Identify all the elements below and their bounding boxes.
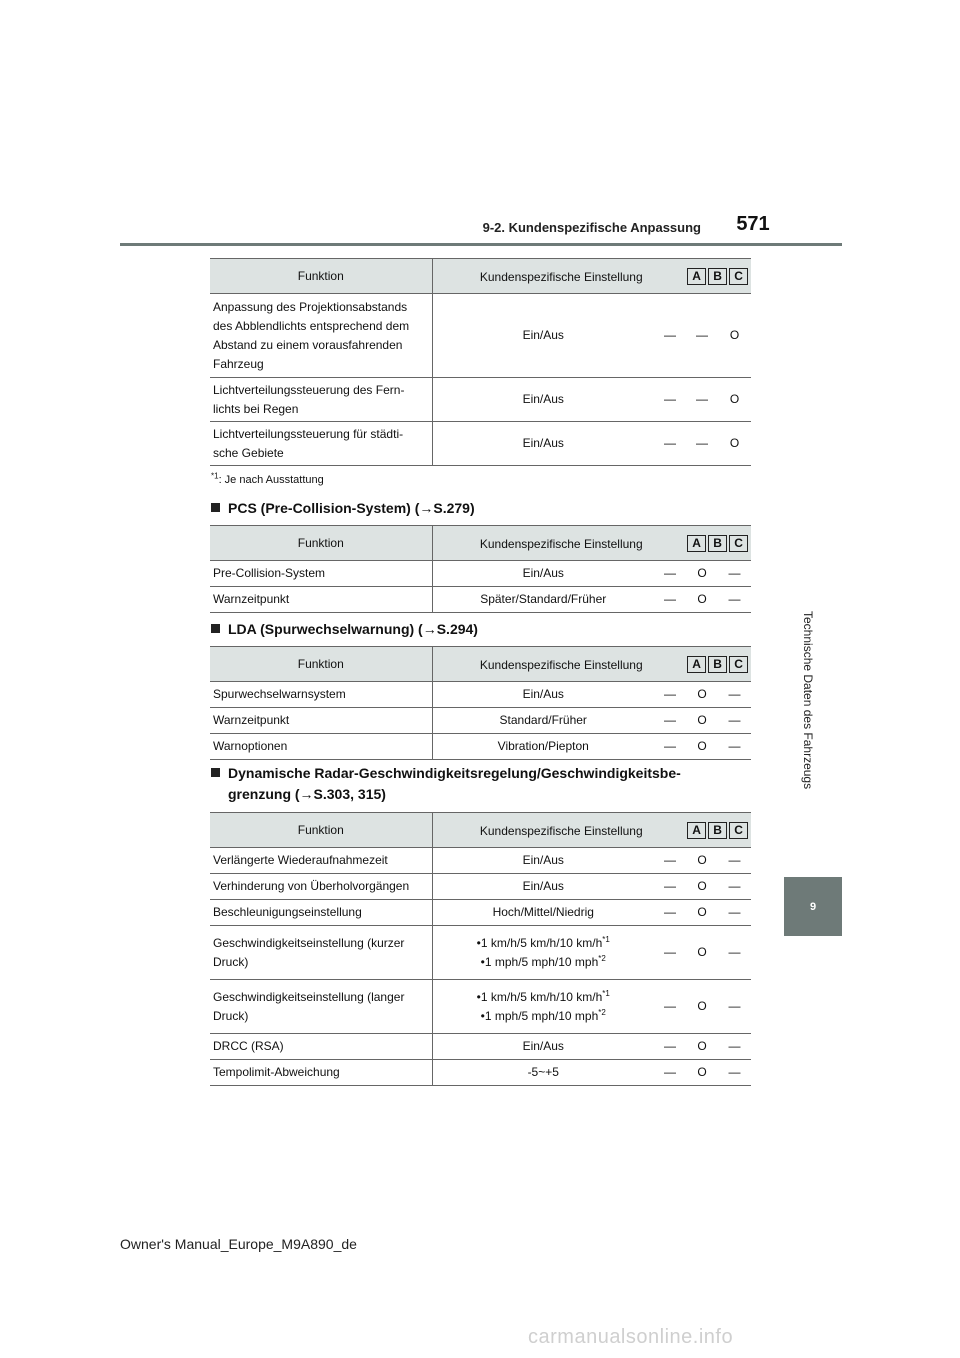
mark-c-cell: —: [718, 980, 751, 1034]
function-cell: Spurwechselwarnsystem: [210, 682, 432, 708]
mark-b-cell: O: [686, 874, 718, 900]
function-cell: Lichtverteilungssteuerung für städti- sche Gebiete: [210, 422, 432, 466]
table-row: [210, 900, 751, 926]
setting-header-label: Kundenspezifische Einstellung: [479, 536, 643, 551]
letter-c-box: C: [729, 268, 748, 285]
letter-c-box: C: [729, 822, 748, 839]
setting-header: [432, 526, 751, 561]
mark-c-cell: —: [718, 682, 751, 708]
mark-a-cell: —: [654, 900, 686, 926]
mark-a-cell: —: [654, 708, 686, 734]
function-cell: Warnzeitpunkt: [210, 587, 432, 613]
setting-header: [432, 813, 751, 848]
function-cell: Geschwindigkeitseinstellung (kurzer Druck): [210, 926, 432, 980]
mark-a-cell: —: [654, 848, 686, 874]
footnote-text: : Je nach Ausstattung: [218, 474, 324, 486]
function-header: Funktion: [210, 259, 432, 294]
mark-b-cell: —: [686, 378, 718, 422]
setting-cell: Standard/Früher: [432, 708, 654, 734]
function-cell: Verhinderung von Überholvorgängen: [210, 874, 432, 900]
mark-c-cell: O: [718, 378, 751, 422]
mark-a-cell: —: [654, 682, 686, 708]
lda-table: [210, 646, 751, 760]
square-bullet-icon: [211, 768, 220, 777]
function-cell: Geschwindigkeitseinstellung (langer Druck): [210, 980, 432, 1034]
letter-a-box: A: [687, 822, 706, 839]
chapter-tab[interactable]: 9: [784, 877, 842, 936]
function-cell: DRCC (RSA): [210, 1034, 432, 1060]
drcc-section-title-line2: grenzung (→S.303, 315): [228, 786, 386, 802]
table-row: [210, 561, 751, 587]
table-row: [210, 378, 751, 422]
mark-c-cell: —: [718, 1060, 751, 1086]
mark-a-cell: —: [654, 422, 686, 466]
square-bullet-icon: [211, 503, 220, 512]
letter-b-box: B: [708, 268, 727, 285]
mark-a-cell: —: [654, 1034, 686, 1060]
table-row: [210, 1060, 751, 1086]
table-header-row: [210, 813, 751, 848]
setting-cell: Ein/Aus: [432, 874, 654, 900]
table-row: [210, 874, 751, 900]
setting-cell: Ein/Aus: [432, 682, 654, 708]
letter-a-box: A: [687, 535, 706, 552]
letter-b-box: B: [708, 822, 727, 839]
footnote: [211, 471, 324, 486]
page-number: 571: [736, 213, 770, 235]
mark-b-cell: O: [686, 926, 718, 980]
mark-b-cell: O: [686, 1034, 718, 1060]
table-row: [210, 587, 751, 613]
setting-cell: Ein/Aus: [432, 294, 654, 378]
letter-c-box: C: [729, 535, 748, 552]
mark-a-cell: —: [654, 874, 686, 900]
mark-a-cell: —: [654, 587, 686, 613]
letter-a-box: A: [687, 268, 706, 285]
mark-c-cell: —: [718, 561, 751, 587]
mark-c-cell: O: [718, 294, 751, 378]
function-cell: Warnoptionen: [210, 734, 432, 760]
mark-c-cell: —: [718, 1034, 751, 1060]
setting-cell: •1 km/h/5 km/h/10 $km/h^{*1}$ •1 mph/5 mph/10 mph$^{*2}$: [432, 980, 654, 1034]
table-row: [210, 294, 751, 378]
setting-header-label: Kundenspezifische Einstellung: [479, 269, 643, 284]
function-header: Funktion: [210, 813, 432, 848]
function-cell: Lichtverteilungssteuerung des Fern- lichts bei Regen: [210, 378, 432, 422]
table-row: [210, 926, 751, 980]
mark-a-cell: —: [654, 734, 686, 760]
mark-b-cell: O: [686, 561, 718, 587]
mark-a-cell: —: [654, 294, 686, 378]
drcc-table: [210, 812, 751, 1086]
table-header-row: [210, 526, 751, 561]
setting-header-label: Kundenspezifische Einstellung: [479, 823, 643, 838]
function-header: Funktion: [210, 526, 432, 561]
mark-a-cell: —: [654, 561, 686, 587]
header-rule: [120, 243, 842, 246]
table-header-row: [210, 647, 751, 682]
setting-header-label: Kundenspezifische Einstellung: [479, 657, 643, 672]
setting-cell: Ein/Aus: [432, 1034, 654, 1060]
mark-b-cell: O: [686, 900, 718, 926]
mark-c-cell: —: [718, 874, 751, 900]
mark-b-cell: O: [686, 682, 718, 708]
table-row: [210, 848, 751, 874]
setting-header: [432, 259, 751, 294]
mark-c-cell: —: [718, 734, 751, 760]
headlight-settings-table: [210, 258, 751, 466]
footnote-mark: *1: [211, 471, 219, 481]
letter-a-box: A: [687, 656, 706, 673]
watermark: carmanualsonline.info: [528, 1326, 734, 1348]
setting-cell: Ein/Aus: [432, 848, 654, 874]
function-cell: Tempolimit-Abweichung: [210, 1060, 432, 1086]
mark-b-cell: O: [686, 1060, 718, 1086]
letter-b-box: B: [708, 535, 727, 552]
table-row: [210, 682, 751, 708]
table-row: [210, 980, 751, 1034]
mark-b-cell: O: [686, 587, 718, 613]
setting-cell: -5~+5: [432, 1060, 654, 1086]
mark-c-cell: —: [718, 708, 751, 734]
pcs-section-title: PCS (Pre-Collision-System) (→S.279): [211, 498, 475, 519]
chapter-side-label: Technische Daten des Fahrzeugs: [801, 610, 815, 790]
mark-b-cell: —: [686, 422, 718, 466]
table-row: [210, 422, 751, 466]
lda-section-title: LDA (Spurwechselwarnung) (→S.294): [211, 619, 478, 640]
setting-header: [432, 647, 751, 682]
section-heading: 9-2. Kundenspezifische Anpassung: [482, 220, 701, 235]
setting-cell: Ein/Aus: [432, 378, 654, 422]
mark-b-cell: O: [686, 708, 718, 734]
function-cell: Pre-Collision-System: [210, 561, 432, 587]
mark-a-cell: —: [654, 1060, 686, 1086]
table-row: [210, 1034, 751, 1060]
function-header: Funktion: [210, 647, 432, 682]
drcc-section-title: Dynamische Radar-Geschwindigkeitsregelung/Geschwindigkeitsbe- grenzung (→S.303, 315): [211, 763, 681, 805]
pcs-table: [210, 525, 751, 613]
function-cell: Anpassung des Projektionsabstands des Abblendlichts entsprechend dem Abstand zu einem vorausfahrenden Fahrzeug: [210, 294, 432, 378]
mark-b-cell: O: [686, 848, 718, 874]
mark-a-cell: —: [654, 980, 686, 1034]
square-bullet-icon: [211, 624, 220, 633]
function-cell: Verlängerte Wiederaufnahmezeit: [210, 848, 432, 874]
manual-id-footer: Owner's Manual_Europe_M9A890_de: [120, 1236, 357, 1252]
mark-c-cell: —: [718, 587, 751, 613]
function-cell: Beschleunigungseinstellung: [210, 900, 432, 926]
setting-cell: Später/Standard/Früher: [432, 587, 654, 613]
mark-b-cell: —: [686, 294, 718, 378]
setting-cell: •1 km/h/5 km/h/10 $km/h^{*1}$ •1 mph/5 mph/10 mph$^{*2}$: [432, 926, 654, 980]
setting-cell: Ein/Aus: [432, 422, 654, 466]
table-header-row: [210, 259, 751, 294]
setting-cell: Ein/Aus: [432, 561, 654, 587]
mark-c-cell: O: [718, 422, 751, 466]
mark-a-cell: —: [654, 926, 686, 980]
mark-b-cell: O: [686, 980, 718, 1034]
mark-c-cell: —: [718, 926, 751, 980]
table-row: [210, 734, 751, 760]
setting-cell: Vibration/Piepton: [432, 734, 654, 760]
mark-c-cell: —: [718, 900, 751, 926]
setting-cell: Hoch/Mittel/Niedrig: [432, 900, 654, 926]
mark-c-cell: —: [718, 848, 751, 874]
mark-b-cell: O: [686, 734, 718, 760]
letter-b-box: B: [708, 656, 727, 673]
function-cell: Warnzeitpunkt: [210, 708, 432, 734]
table-row: [210, 708, 751, 734]
letter-c-box: C: [729, 656, 748, 673]
mark-a-cell: —: [654, 378, 686, 422]
